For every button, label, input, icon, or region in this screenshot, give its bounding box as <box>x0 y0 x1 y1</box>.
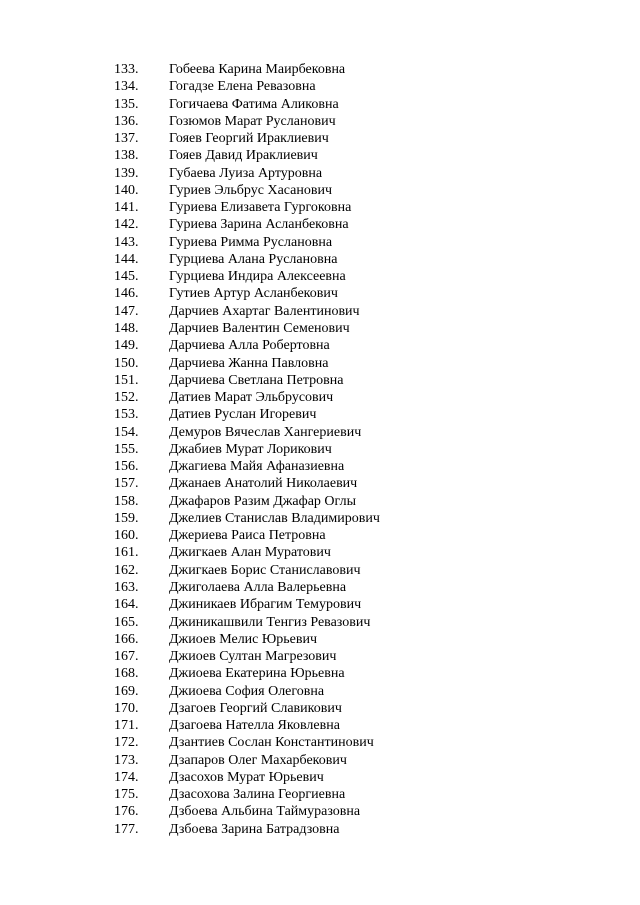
list-item <box>0 700 640 717</box>
entry-name: Гозюмов Марат Русланович <box>169 113 336 129</box>
entry-name: Дзасохов Мурат Юрьевич <box>169 769 324 785</box>
list-item <box>0 389 640 406</box>
entry-name: Джиголаева Алла Валерьевна <box>169 579 347 595</box>
list-item <box>0 337 640 354</box>
list-item <box>0 355 640 372</box>
entry-name: Датиев Марат Эльбрусович <box>169 390 334 406</box>
list-item <box>0 147 640 164</box>
entry-name: Гояев Давид Ираклиевич <box>169 148 318 164</box>
list-item <box>0 372 640 389</box>
entry-number: 148. <box>114 320 139 336</box>
entry-number: 154. <box>114 424 139 440</box>
entry-name: Дзантиев Сослан Константинович <box>169 735 374 751</box>
entry-number: 166. <box>114 631 139 647</box>
entry-name: Гутиев Артур Асланбекович <box>169 286 338 302</box>
entry-name: Дарчиев Валентин Семенович <box>169 320 350 336</box>
list-item <box>0 752 640 769</box>
entry-number: 142. <box>114 217 139 233</box>
list-item <box>0 458 640 475</box>
entry-number: 144. <box>114 251 139 267</box>
entry-number: 155. <box>114 441 139 457</box>
entry-name: Датиев Руслан Игоревич <box>169 407 317 423</box>
entry-number: 157. <box>114 476 139 492</box>
entry-number: 137. <box>114 131 139 147</box>
list-item <box>0 821 640 838</box>
list-item <box>0 596 640 613</box>
entry-number: 138. <box>114 148 139 164</box>
entry-number: 171. <box>114 718 139 734</box>
entry-name: Джигкаев Алан Муратович <box>169 545 331 561</box>
list-item <box>0 665 640 682</box>
list-item <box>0 803 640 820</box>
entry-number: 161. <box>114 545 139 561</box>
list-item <box>0 631 640 648</box>
list-item <box>0 61 640 78</box>
entry-name: Джиникаев Ибрагим Темурович <box>169 597 362 613</box>
entry-name: Гуриева Римма Руслановна <box>169 234 333 250</box>
list-item <box>0 424 640 441</box>
entry-name: Джиоева Екатерина Юрьевна <box>169 666 345 682</box>
entry-number: 141. <box>114 200 139 216</box>
name-list <box>0 61 640 838</box>
entry-name: Дзагоев Георгий Славикович <box>169 700 342 716</box>
list-item <box>0 406 640 423</box>
entry-name: Дарчиева Светлана Петровна <box>169 372 344 388</box>
entry-number: 163. <box>114 579 139 595</box>
entry-number: 159. <box>114 510 139 526</box>
entry-number: 176. <box>114 804 139 820</box>
list-item <box>0 614 640 631</box>
list-item <box>0 113 640 130</box>
list-item <box>0 683 640 700</box>
entry-number: 152. <box>114 390 139 406</box>
entry-number: 168. <box>114 666 139 682</box>
list-item <box>0 96 640 113</box>
list-item <box>0 251 640 268</box>
entry-number: 135. <box>114 96 139 112</box>
list-item <box>0 579 640 596</box>
entry-number: 156. <box>114 459 139 475</box>
entry-name: Дарчиева Жанна Павловна <box>169 355 329 371</box>
entry-name: Губаева Луиза Артуровна <box>169 165 323 181</box>
entry-name: Джиоев Мелис Юрьевич <box>169 631 318 647</box>
entry-name: Гурциева Алана Руслановна <box>169 251 338 267</box>
entry-number: 139. <box>114 165 139 181</box>
entry-name: Джиникашвили Тенгиз Ревазович <box>169 614 371 630</box>
list-item <box>0 285 640 302</box>
entry-number: 134. <box>114 79 139 95</box>
list-item <box>0 234 640 251</box>
list-item <box>0 182 640 199</box>
entry-name: Гурциева Индира Алексеевна <box>169 269 346 285</box>
list-item <box>0 165 640 182</box>
entry-number: 151. <box>114 372 139 388</box>
list-item <box>0 562 640 579</box>
entry-name: Дзасохова Залина Георгиевна <box>169 787 346 803</box>
entry-name: Джиоева София Олеговна <box>169 683 325 699</box>
entry-number: 150. <box>114 355 139 371</box>
entry-name: Дзапаров Олег Махарбекович <box>169 752 347 768</box>
entry-name: Гуриева Елизавета Гургоковна <box>169 200 352 216</box>
entry-name: Демуров Вячеслав Хангериевич <box>169 424 362 440</box>
list-item <box>0 786 640 803</box>
entry-number: 177. <box>114 821 139 837</box>
list-item <box>0 510 640 527</box>
entry-number: 170. <box>114 700 139 716</box>
list-item <box>0 320 640 337</box>
entry-number: 164. <box>114 597 139 613</box>
entry-number: 158. <box>114 493 139 509</box>
entry-name: Джабиев Мурат Лорикович <box>169 441 332 457</box>
entry-name: Дзбоева Зарина Батрадзовна <box>169 821 340 837</box>
list-item <box>0 268 640 285</box>
entry-name: Джигкаев Борис Станиславович <box>169 562 361 578</box>
list-item <box>0 303 640 320</box>
entry-number: 167. <box>114 649 139 665</box>
entry-name: Джиоев Султан Магрезович <box>169 649 337 665</box>
entry-name: Дзагоева Нателла Яковлевна <box>169 718 340 734</box>
entry-name: Джанаев Анатолий Николаевич <box>169 476 358 492</box>
list-item <box>0 441 640 458</box>
entry-name: Дарчиева Алла Робертовна <box>169 338 330 354</box>
entry-number: 160. <box>114 528 139 544</box>
entry-number: 149. <box>114 338 139 354</box>
list-item <box>0 130 640 147</box>
list-item <box>0 544 640 561</box>
list-item <box>0 475 640 492</box>
entry-name: Дзбоева Альбина Таймуразовна <box>169 804 361 820</box>
list-item <box>0 493 640 510</box>
entry-number: 165. <box>114 614 139 630</box>
list-item <box>0 216 640 233</box>
entry-name: Джагиева Майя Афаназиевна <box>169 459 345 475</box>
entry-number: 175. <box>114 787 139 803</box>
entry-number: 147. <box>114 303 139 319</box>
entry-name: Джелиев Станислав Владимирович <box>169 510 380 526</box>
list-item <box>0 199 640 216</box>
entry-number: 143. <box>114 234 139 250</box>
entry-name: Гуриев Эльбрус Хасанович <box>169 182 333 198</box>
entry-number: 133. <box>114 62 139 77</box>
entry-number: 145. <box>114 269 139 285</box>
entry-name: Гояев Георгий Ираклиевич <box>169 131 329 147</box>
entry-number: 172. <box>114 735 139 751</box>
entry-name: Гобеева Карина Маирбековна <box>169 62 346 77</box>
list-item <box>0 78 640 95</box>
entry-number: 169. <box>114 683 139 699</box>
entry-number: 173. <box>114 752 139 768</box>
entry-name: Гогичаева Фатима Аликовна <box>169 96 339 112</box>
entry-number: 153. <box>114 407 139 423</box>
list-item <box>0 717 640 734</box>
entry-number: 146. <box>114 286 139 302</box>
list-item <box>0 734 640 751</box>
entry-name: Дарчиев Ахартаг Валентинович <box>169 303 360 319</box>
entry-number: 162. <box>114 562 139 578</box>
list-item <box>0 769 640 786</box>
entry-name: Гогадзе Елена Ревазовна <box>169 79 316 95</box>
entry-number: 140. <box>114 182 139 198</box>
entry-number: 174. <box>114 769 139 785</box>
entry-name: Джафаров Разим Джафар Оглы <box>169 493 356 509</box>
entry-number: 136. <box>114 113 139 129</box>
entry-name: Гуриева Зарина Асланбековна <box>169 217 349 233</box>
entry-name: Джериева Раиса Петровна <box>169 528 326 544</box>
list-item <box>0 648 640 665</box>
list-item <box>0 527 640 544</box>
